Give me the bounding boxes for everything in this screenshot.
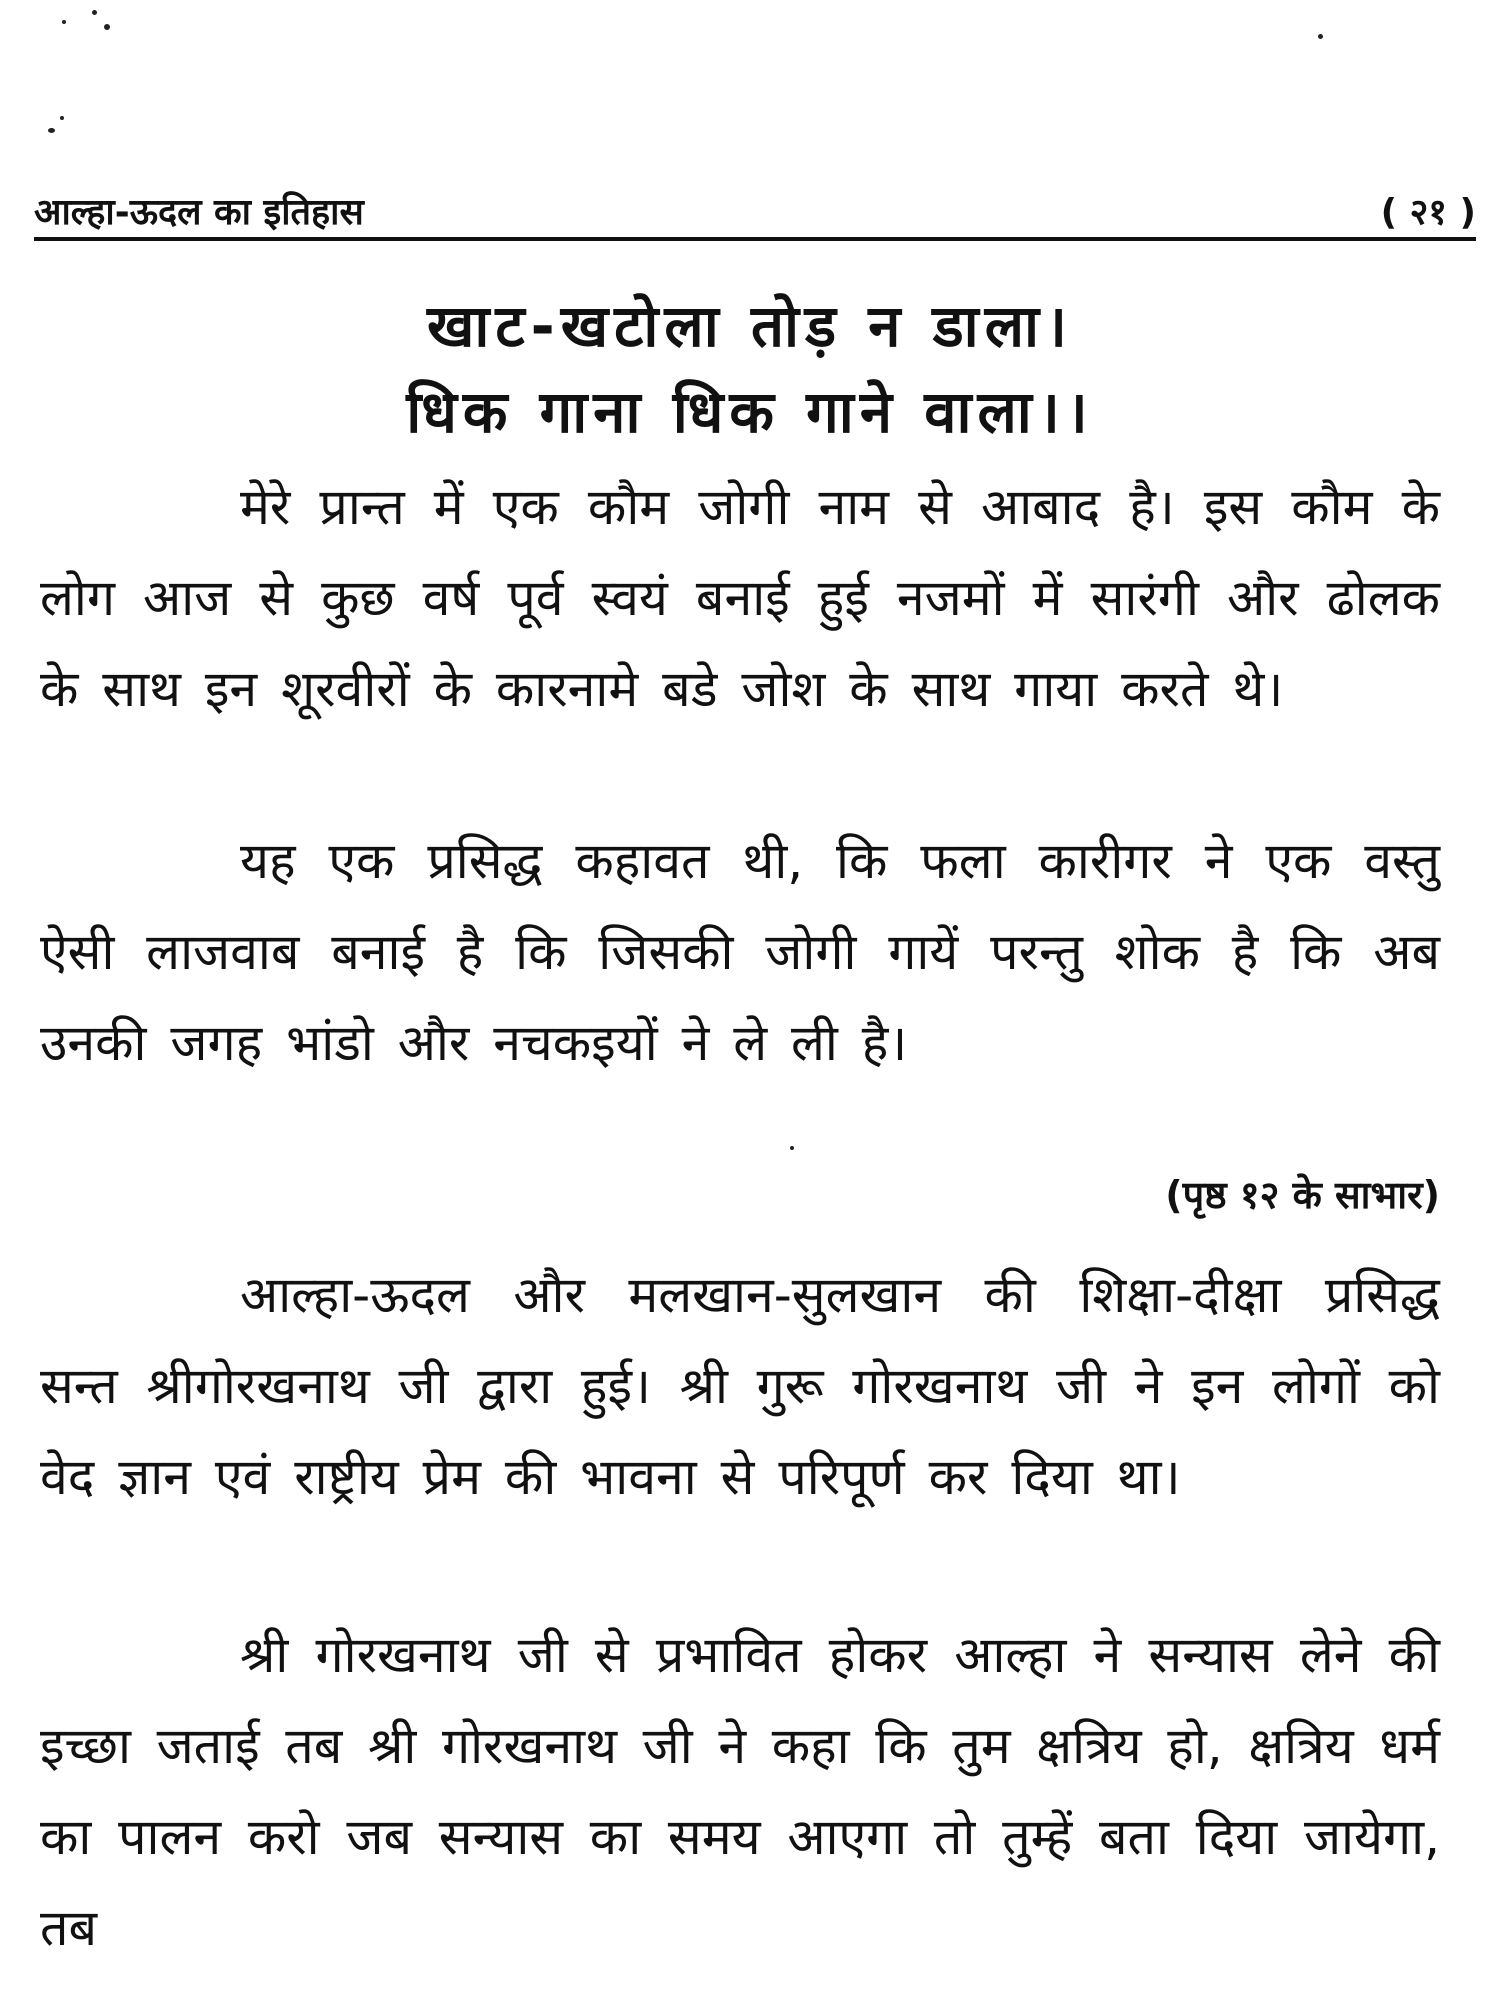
paragraph-4: श्री गोरखनाथ जी से प्रभावित होकर आल्हा ने सन्यास लेने की इच्छा जताई तब श्री गोरखनाथ जी ने कहा कि तुम क्षत्रिय हो, क्षत्रिय धर्म का पालन करो जब सन्यास का समय आएगा तो तुम्हें बता दिया जायेगा, तब bbox=[40, 1626, 1440, 1957]
paragraph-1: मेरे प्रान्त में एक कौम जोगी नाम से आबाद है। इस कौम के लोग आज से कुछ वर्ष पूर्व स्वयं बनाई हुई नजमों में सारंगी और ढोलक के साथ इन शूरवीरों के कारनामे बडे जोश के साथ गाया करते थे। bbox=[40, 478, 1440, 718]
scan-speck bbox=[1318, 34, 1323, 39]
couplet-line-1: खाट-खटोला तोड़ न डाला। bbox=[426, 292, 1074, 360]
page-number: ( २१ ) bbox=[1380, 192, 1476, 233]
scan-speck bbox=[60, 116, 64, 120]
source-credit: (पृष्ठ १२ के साभार) bbox=[1165, 1173, 1440, 1217]
scan-speck bbox=[104, 24, 110, 30]
header-divider bbox=[34, 237, 1476, 241]
scan-speck bbox=[92, 10, 97, 15]
paragraph-3: आल्हा-ऊदल और मलखान-सुलखान की शिक्षा-दीक्षा प्रसिद्ध सन्त श्रीगोरखनाथ जी द्वारा हुई। श्री गुरू गोरखनाथ जी ने इन लोगों को वेद ज्ञान एवं राष्ट्रीय प्रेम की भावना से परिपूर्ण कर दिया था। bbox=[40, 1266, 1440, 1506]
running-header bbox=[34, 178, 1476, 234]
paragraph-2: यह एक प्रसिद्ध कहावत थी, कि फला कारीगर ने एक वस्तु ऐसी लाजवाब बनाई है कि जिसकी जोगी गायें परन्तु शोक है कि अब उनकी जगह भांडो और नचकइयों ने ले ली है। bbox=[40, 832, 1440, 1072]
scan-speck bbox=[48, 128, 55, 133]
scan-speck bbox=[790, 1146, 794, 1150]
couplet-line-2: धिक गाना धिक गाने वाला।। bbox=[406, 378, 1094, 446]
book-title: आल्हा-ऊदल का इतिहास bbox=[34, 192, 364, 233]
scan-speck bbox=[62, 20, 66, 24]
